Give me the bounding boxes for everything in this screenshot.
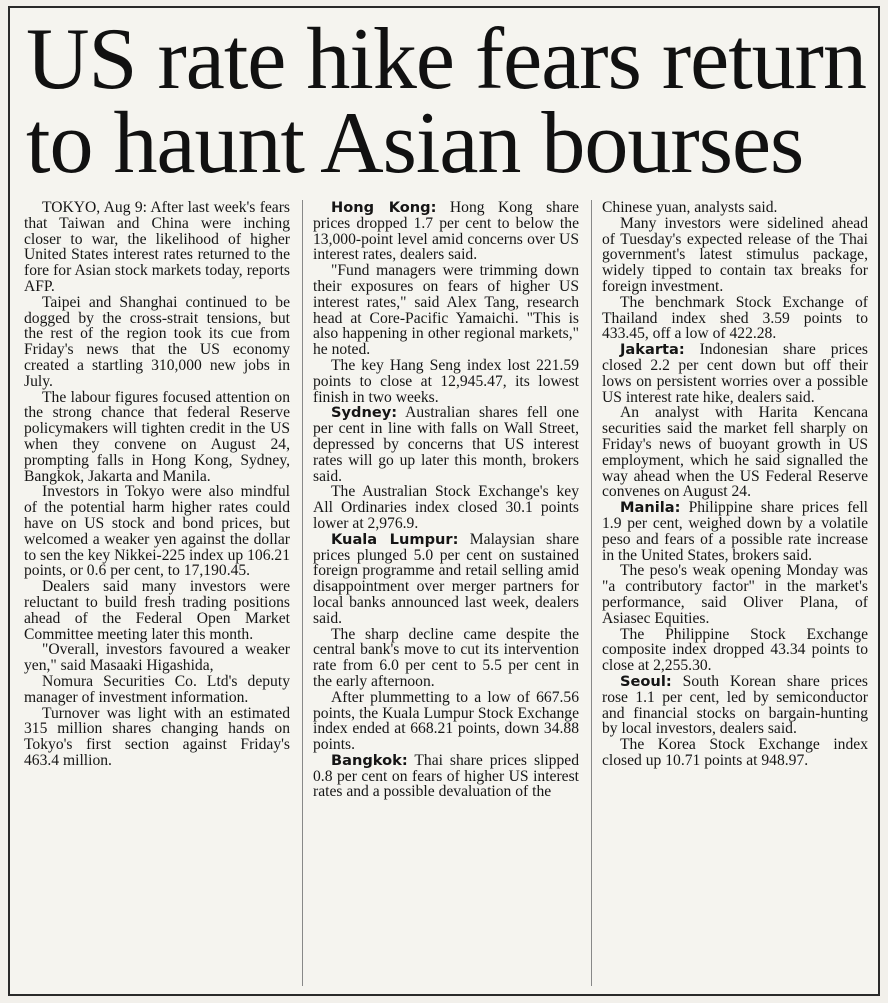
paragraph-text: Turnover was light with an estimated 315 million shares changing hands on Tokyo's first section against Friday's 463.4 million. <box>24 704 290 769</box>
city-dateline: Manila: <box>620 499 681 517</box>
paragraph-text: Many investors were sidelined ahead of Tuesday's expected release of the Thai government's latest stimulus package, widely tipped to contain tax breaks for foreign investment. <box>602 214 868 295</box>
paragraph-text: Malaysian share prices plunged 5.0 per cent on sustained foreign programme and retail selling amid disappointment over merger partners for local banks announced last week, dealers said. <box>313 530 579 627</box>
article-paragraph <box>313 532 579 627</box>
article-paragraph <box>602 674 868 737</box>
paragraph-text: The Korea Stock Exchange index closed up 10.71 points at 948.97. <box>602 736 868 769</box>
paragraph-text: Australian shares fell one per cent in line with falls on Wall Street, depressed by concerns that US interest rates will go up later this month, brokers said. <box>313 404 579 485</box>
paragraph-text: The sharp decline came despite the central bank's move to cut its intervention rate from 6.0 per cent to 5.5 per cent in the early afternoon. <box>313 625 579 690</box>
paragraph-text: "Fund managers were trimming down their exposures on fears of higher US interest rates," said Alex Tang, research head at Core-Pacific Yamaichi. "This is also happening in other regional markets," he noted. <box>313 262 579 359</box>
article-paragraph <box>24 390 290 485</box>
article-paragraph <box>602 200 868 216</box>
paragraph-text: Hong Kong share prices dropped 1.7 per cent to below the 13,000-point level amid concerns over US interest rates, dealers said. <box>313 200 579 264</box>
paragraph-text: Indonesian share prices closed 2.2 per cent down but off their lows on persistent worries over a possible US interest rate hike, dealers said. <box>602 341 868 406</box>
article-paragraph <box>602 342 868 405</box>
headline-line-1: US rate hike fears return <box>26 11 866 108</box>
article-paragraph <box>24 579 290 642</box>
paragraph-text: The key Hang Seng index lost 221.59 points to close at 12,945.47, its lowest finish in two weeks. <box>313 356 579 406</box>
article-paragraph <box>24 484 290 579</box>
paragraph-text: The Philippine Stock Exchange composite index dropped 43.34 points to close at 2,255.30. <box>602 625 868 675</box>
article-paragraph <box>24 295 290 390</box>
article-column-1 <box>24 200 290 986</box>
paragraph-text: The Australian Stock Exchange's key All Ordinaries index closed 30.1 points lower at 2,976.9. <box>313 483 579 532</box>
article-paragraph <box>24 200 290 295</box>
article-paragraph <box>24 642 290 674</box>
article-paragraph <box>602 295 868 342</box>
article-paragraph <box>602 627 868 674</box>
paragraph-text: Investors in Tokyo were also mindful of the potential harm higher rates could have on US stock and bond prices, but welcomed a weaker yen against the dollar to sen the key Nikkei-225 index up 106.21 points, or 0.6 per cent, to 17,190.45. <box>24 483 290 580</box>
paragraph-text: Taipei and Shanghai continued to be dogged by the cross-strait tensions, but the rest of the region took its cue from Friday's news that the US economy created a startling 310,000 new jobs in July. <box>24 293 290 390</box>
article-paragraph <box>24 706 290 769</box>
paragraph-text: South Korean share prices rose 1.1 per cent, led by semiconductor and financial stocks on bargain-hunting by local investors, dealers said. <box>602 672 868 738</box>
article-paragraph <box>602 216 868 295</box>
article-paragraph <box>313 627 579 690</box>
article-columns <box>24 200 868 986</box>
paragraph-text: An analyst with Harita Kencana securities said the market fell sharply on Friday's news of buoyant growth in US employment, which he said signalled the way ahead when the US Federal Reserve convenes on August 24. <box>602 404 868 501</box>
article-paragraph <box>602 737 868 769</box>
city-dateline: Sydney: <box>331 404 398 422</box>
paragraph-text: Chinese yuan, analysts said. <box>602 200 778 216</box>
article-paragraph <box>313 200 579 263</box>
city-dateline: Kuala Lumpur: <box>331 530 459 548</box>
paragraph-text: Philippine share prices fell 1.9 per cent, weighed down by a volatile peso and fears of a possible rate increase in the United States, brokers said. <box>602 499 868 564</box>
paragraph-text: Nomura Securities Co. Ltd's deputy manager of investment information. <box>24 672 290 706</box>
paragraph-text: After plummetting to a low of 667.56 points, the Kuala Lumpur Stock Exchange index ended at 668.21 points, down 34.88 points. <box>313 688 579 754</box>
article-paragraph <box>313 753 579 800</box>
paragraph-text: The peso's weak opening Monday was "a contributory factor" in the market's performance, said Oliver Plana, of Asiasec Equities. <box>602 562 868 627</box>
paragraph-text: Thai share prices slipped 0.8 per cent on fears of higher US interest rates and a possible devaluation of the <box>313 751 579 801</box>
city-dateline: Seoul: <box>620 672 672 690</box>
paragraph-text: TOKYO, Aug 9: After last week's fears that Taiwan and China were inching closer to war, the likelihood of higher United States interest rates returned to the fore for Asian stock markets today, reports AFP. <box>24 200 290 295</box>
headline-line-2: to haunt Asian bourses <box>26 95 804 192</box>
article-column-3 <box>591 200 868 986</box>
article-paragraph <box>313 690 579 753</box>
city-dateline: Hong Kong: <box>331 200 437 216</box>
article-paragraph <box>313 263 579 358</box>
paragraph-text: Dealers said many investors were reluctant to build fresh trading positions ahead of the Federal Open Market Committee meeting later this month. <box>24 578 290 643</box>
city-dateline: Jakarta: <box>620 341 685 359</box>
city-dateline: Bangkok: <box>331 751 408 769</box>
article-paragraph <box>313 358 579 405</box>
headline <box>10 8 878 192</box>
article-paragraph <box>602 563 868 626</box>
article-paragraph <box>313 484 579 531</box>
article-paragraph <box>602 405 868 500</box>
article-paragraph <box>313 405 579 484</box>
article-paragraph <box>602 500 868 563</box>
paragraph-text: The labour figures focused attention on the strong chance that federal Reserve policymakers will tighten credit in the US when they convene on August 24, prompting falls in Hong Kong, Sydney, Bangkok, Jakarta and Manila. <box>24 388 290 485</box>
paragraph-text: "Overall, investors favoured a weaker yen," said Masaaki Higashida, <box>24 641 290 675</box>
article-paragraph <box>24 674 290 706</box>
paragraph-text: The benchmark Stock Exchange of Thailand index shed 3.59 points to 433.45, off a low of 422.28. <box>602 293 868 343</box>
newspaper-clipping <box>8 6 880 996</box>
article-column-2 <box>302 200 579 986</box>
